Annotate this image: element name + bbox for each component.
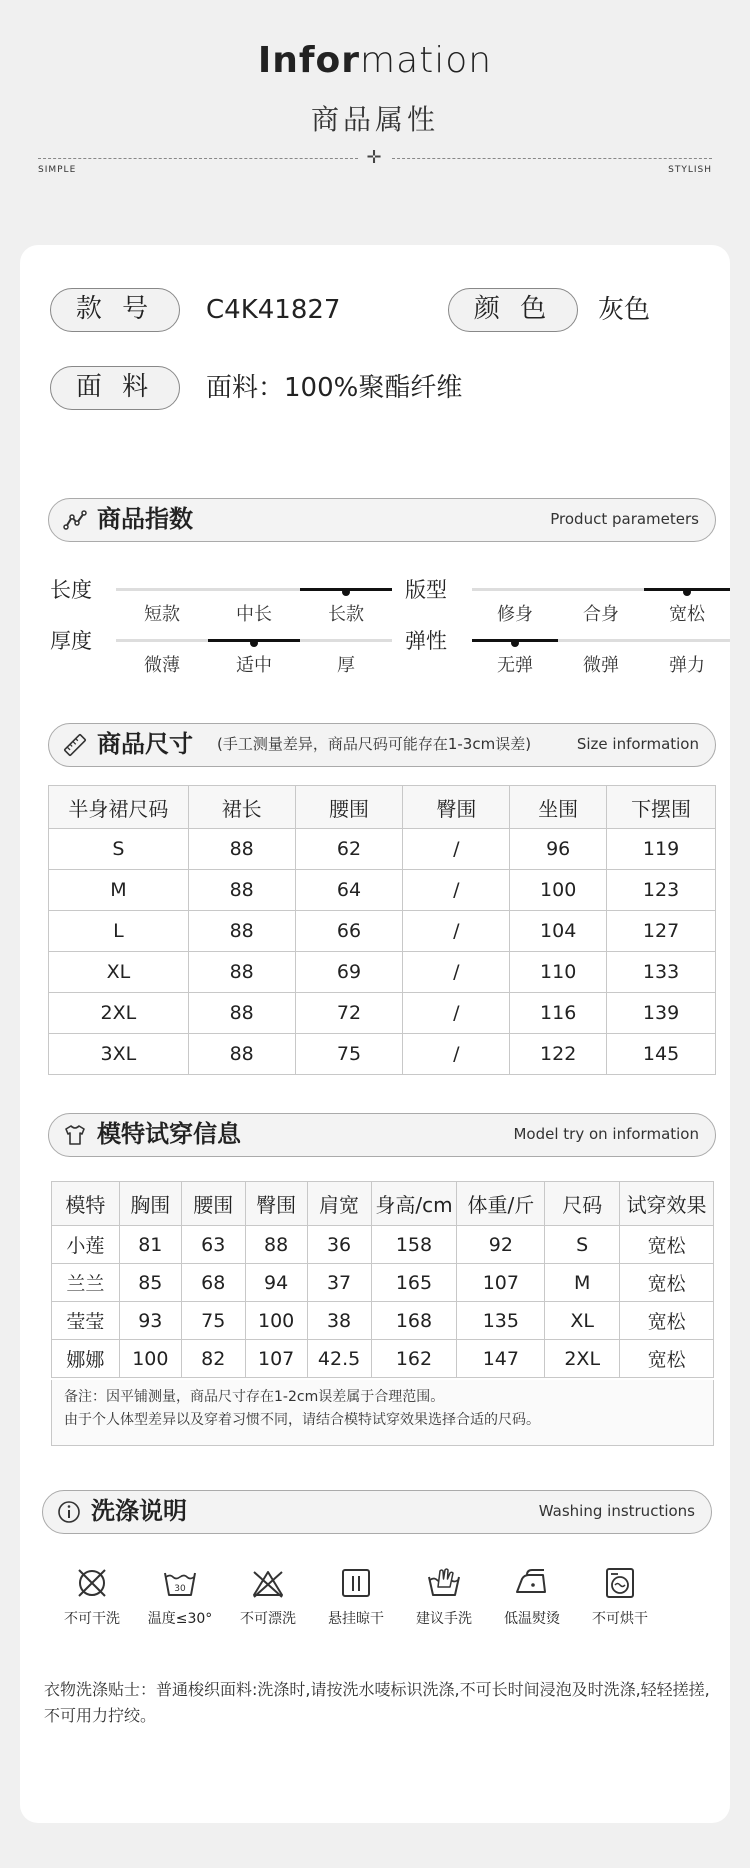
size-table bbox=[48, 785, 716, 1075]
index-selected-dot bbox=[342, 588, 350, 596]
table-cell: 88 bbox=[188, 1034, 295, 1075]
model-note-line2: 由于个人体型差异以及穿着习惯不同，请结合模特试穿效果选择合适的尺码。 bbox=[64, 1412, 540, 1428]
page-title bbox=[0, 40, 750, 81]
model-table bbox=[51, 1181, 714, 1378]
table-cell: 88 bbox=[245, 1226, 307, 1264]
wash-30-icon bbox=[162, 1565, 198, 1601]
table-cell: 96 bbox=[510, 829, 607, 870]
table-cell: 兰兰 bbox=[52, 1264, 120, 1302]
table-cell: 168 bbox=[371, 1302, 457, 1340]
index-option: 合身 bbox=[583, 604, 619, 625]
table-cell: / bbox=[403, 911, 510, 952]
table-cell: 147 bbox=[457, 1340, 545, 1378]
low-iron-icon bbox=[514, 1565, 550, 1601]
table-cell: 88 bbox=[188, 911, 295, 952]
table-cell: 93 bbox=[119, 1302, 181, 1340]
wash-label: 温度≤30° bbox=[147, 1611, 213, 1627]
table-cell: 162 bbox=[371, 1340, 457, 1378]
table-cell: 38 bbox=[307, 1302, 371, 1340]
table-cell: 85 bbox=[119, 1264, 181, 1302]
style-no-label: 款 号 bbox=[50, 288, 180, 332]
table-cell: 107 bbox=[457, 1264, 545, 1302]
table-cell: 100 bbox=[510, 870, 607, 911]
crosshair-icon: ✛ bbox=[366, 147, 382, 168]
index-option: 微薄 bbox=[144, 655, 180, 676]
table-cell: 75 bbox=[181, 1302, 245, 1340]
table-cell: S bbox=[545, 1226, 620, 1264]
table-cell: 88 bbox=[188, 993, 295, 1034]
wash-item-low-iron bbox=[492, 1565, 572, 1628]
index-option: 微弹 bbox=[583, 655, 619, 676]
index-option: 中长 bbox=[236, 604, 272, 625]
table-header-cell: 身高/cm bbox=[371, 1182, 457, 1226]
table-header-cell: 臀围 bbox=[403, 786, 510, 829]
wash-item-30 bbox=[140, 1565, 220, 1628]
index-en: Product parameters bbox=[550, 510, 699, 528]
wash-label: 不可干洗 bbox=[64, 1611, 120, 1627]
wash-label: 不可烘干 bbox=[592, 1611, 648, 1627]
model-table-row bbox=[52, 1340, 714, 1378]
table-cell: 82 bbox=[181, 1340, 245, 1378]
line-chart-icon bbox=[63, 508, 87, 532]
size-table-row bbox=[49, 1034, 716, 1075]
table-cell: 88 bbox=[188, 952, 295, 993]
color-value: 灰色 bbox=[598, 295, 651, 325]
ruler-icon bbox=[63, 733, 87, 757]
table-cell: 69 bbox=[295, 952, 403, 993]
index-section-header bbox=[48, 498, 716, 542]
size-table-row bbox=[49, 952, 716, 993]
table-cell: 165 bbox=[371, 1264, 457, 1302]
table-cell: 宽松 bbox=[620, 1264, 714, 1302]
table-cell: 122 bbox=[510, 1034, 607, 1075]
table-cell: 莹莹 bbox=[52, 1302, 120, 1340]
table-cell: 107 bbox=[245, 1340, 307, 1378]
model-table-row bbox=[52, 1302, 714, 1340]
size-table-row bbox=[49, 829, 716, 870]
wash-title: 洗涤说明 bbox=[91, 1497, 187, 1525]
table-cell: / bbox=[403, 952, 510, 993]
table-cell: XL bbox=[49, 952, 189, 993]
size-note: (手工测量差异，商品尺码可能存在1-3cm误差) bbox=[217, 735, 532, 753]
model-table-row bbox=[52, 1226, 714, 1264]
wash-label: 低温熨烫 bbox=[504, 1611, 560, 1627]
wash-label: 悬挂晾干 bbox=[328, 1611, 384, 1627]
no-dry-clean-icon bbox=[74, 1565, 110, 1601]
table-header-cell: 坐围 bbox=[510, 786, 607, 829]
table-cell: 100 bbox=[119, 1340, 181, 1378]
wash-label: 不可漂洗 bbox=[240, 1611, 296, 1627]
index-selected-dot bbox=[250, 639, 258, 647]
divider-left bbox=[38, 158, 358, 159]
table-cell: 135 bbox=[457, 1302, 545, 1340]
table-cell: 88 bbox=[188, 870, 295, 911]
table-header-row bbox=[52, 1182, 714, 1226]
index-option: 短款 bbox=[144, 604, 180, 625]
table-header-cell: 体重/斤 bbox=[457, 1182, 545, 1226]
table-cell: 66 bbox=[295, 911, 403, 952]
table-cell: 68 bbox=[181, 1264, 245, 1302]
page-subtitle: 商品属性 bbox=[310, 103, 439, 136]
model-table-row bbox=[52, 1264, 714, 1302]
size-title: 商品尺寸 bbox=[97, 730, 193, 758]
right-tag: STYLISH bbox=[668, 165, 712, 175]
index-option: 无弹 bbox=[497, 655, 533, 676]
wash-en: Washing instructions bbox=[538, 1502, 695, 1520]
table-cell: 63 bbox=[181, 1226, 245, 1264]
table-header-cell: 半身裙尺码 bbox=[49, 786, 189, 829]
table-cell: 145 bbox=[607, 1034, 716, 1075]
table-cell: / bbox=[403, 1034, 510, 1075]
wash-item-hand-wash bbox=[404, 1565, 484, 1628]
size-table-row bbox=[49, 870, 716, 911]
index-selected-dot bbox=[683, 588, 691, 596]
wash-label: 建议手洗 bbox=[416, 1611, 472, 1627]
wash-item-no-dry-clean bbox=[52, 1565, 132, 1628]
table-cell: L bbox=[49, 911, 189, 952]
table-cell: 104 bbox=[510, 911, 607, 952]
size-section-header bbox=[48, 723, 716, 767]
hand-wash-icon bbox=[426, 1565, 462, 1601]
table-cell: 42.5 bbox=[307, 1340, 371, 1378]
table-header-cell: 胸围 bbox=[119, 1182, 181, 1226]
table-cell: 92 bbox=[457, 1226, 545, 1264]
size-table-row bbox=[49, 993, 716, 1034]
table-cell: M bbox=[49, 870, 189, 911]
tshirt-icon bbox=[63, 1123, 87, 1147]
table-cell: 100 bbox=[245, 1302, 307, 1340]
fabric-value: 面料：100%聚酯纤维 bbox=[206, 373, 463, 403]
table-cell: 119 bbox=[607, 829, 716, 870]
table-cell: / bbox=[403, 870, 510, 911]
table-cell: 133 bbox=[607, 952, 716, 993]
table-cell: 宽松 bbox=[620, 1340, 714, 1378]
table-cell: 94 bbox=[245, 1264, 307, 1302]
index-label: 长度 bbox=[50, 578, 92, 602]
table-cell: / bbox=[403, 829, 510, 870]
table-header-cell: 肩宽 bbox=[307, 1182, 371, 1226]
table-cell: 81 bbox=[119, 1226, 181, 1264]
table-header-cell: 模特 bbox=[52, 1182, 120, 1226]
no-bleach-icon bbox=[250, 1565, 286, 1601]
table-cell: 36 bbox=[307, 1226, 371, 1264]
color-label: 颜 色 bbox=[448, 288, 578, 332]
table-cell: 62 bbox=[295, 829, 403, 870]
index-option: 宽松 bbox=[669, 604, 705, 625]
size-table-row bbox=[49, 911, 716, 952]
table-cell: 158 bbox=[371, 1226, 457, 1264]
table-cell: 2XL bbox=[49, 993, 189, 1034]
table-cell: 139 bbox=[607, 993, 716, 1034]
hang-dry-icon bbox=[338, 1565, 374, 1601]
style-no-value: C4K41827 bbox=[206, 295, 341, 325]
index-option: 修身 bbox=[497, 604, 533, 625]
table-cell: / bbox=[403, 993, 510, 1034]
model-note bbox=[51, 1380, 714, 1446]
no-tumble-dry-icon bbox=[602, 1565, 638, 1601]
left-tag: SIMPLE bbox=[38, 165, 77, 175]
table-cell: 宽松 bbox=[620, 1226, 714, 1264]
table-header-cell: 腰围 bbox=[181, 1182, 245, 1226]
table-cell: XL bbox=[545, 1302, 620, 1340]
table-cell: 88 bbox=[188, 829, 295, 870]
model-title: 模特试穿信息 bbox=[97, 1120, 241, 1148]
table-cell: 123 bbox=[607, 870, 716, 911]
table-header-cell: 下摆围 bbox=[607, 786, 716, 829]
title-bold: Infor bbox=[257, 40, 361, 81]
divider-right bbox=[392, 158, 712, 159]
table-cell: 75 bbox=[295, 1034, 403, 1075]
wash-30-badge: 30 bbox=[174, 1584, 186, 1594]
wash-section-header bbox=[42, 1490, 712, 1534]
fabric-label: 面 料 bbox=[50, 366, 180, 410]
model-en: Model try on information bbox=[513, 1125, 699, 1143]
table-cell: 116 bbox=[510, 993, 607, 1034]
table-header-cell: 臀围 bbox=[245, 1182, 307, 1226]
table-cell: 2XL bbox=[545, 1340, 620, 1378]
index-option: 适中 bbox=[236, 655, 272, 676]
table-cell: 110 bbox=[510, 952, 607, 993]
table-cell: 127 bbox=[607, 911, 716, 952]
wash-tip: 衣物洗涤贴士：普通梭织面料:洗涤时,请按洗水唛标识洗涤,不可长时间浸泡及时洗涤,轻轻搓搓,不可用力拧绞。 bbox=[44, 1680, 710, 1725]
index-title: 商品指数 bbox=[97, 505, 193, 533]
index-option: 弹力 bbox=[669, 655, 705, 676]
wash-item-no-tumble-dry bbox=[580, 1565, 660, 1628]
size-en: Size information bbox=[576, 735, 699, 753]
table-header-cell: 尺码 bbox=[545, 1182, 620, 1226]
info-icon bbox=[57, 1500, 81, 1524]
table-header-cell: 腰围 bbox=[295, 786, 403, 829]
table-cell: 宽松 bbox=[620, 1302, 714, 1340]
table-header-row bbox=[49, 786, 716, 829]
table-cell: S bbox=[49, 829, 189, 870]
table-cell: 37 bbox=[307, 1264, 371, 1302]
index-label: 厚度 bbox=[50, 629, 92, 653]
table-header-cell: 裙长 bbox=[188, 786, 295, 829]
table-header-cell: 试穿效果 bbox=[620, 1182, 714, 1226]
index-option: 厚 bbox=[337, 655, 355, 676]
title-light: mation bbox=[360, 40, 493, 81]
table-cell: 3XL bbox=[49, 1034, 189, 1075]
model-note-line1: 备注：因平铺测量，商品尺寸存在1-2cm误差属于合理范围。 bbox=[64, 1389, 445, 1405]
table-cell: 小莲 bbox=[52, 1226, 120, 1264]
info-card bbox=[20, 245, 730, 1823]
index-option: 长款 bbox=[328, 604, 364, 625]
table-cell: 娜娜 bbox=[52, 1340, 120, 1378]
model-section-header bbox=[48, 1113, 716, 1157]
table-cell: M bbox=[545, 1264, 620, 1302]
index-label: 版型 bbox=[405, 578, 447, 602]
index-label: 弹性 bbox=[405, 629, 447, 653]
index-selected-dot bbox=[511, 639, 519, 647]
wash-item-no-bleach bbox=[228, 1565, 308, 1628]
table-cell: 64 bbox=[295, 870, 403, 911]
wash-item-hang-dry bbox=[316, 1565, 396, 1628]
table-cell: 72 bbox=[295, 993, 403, 1034]
